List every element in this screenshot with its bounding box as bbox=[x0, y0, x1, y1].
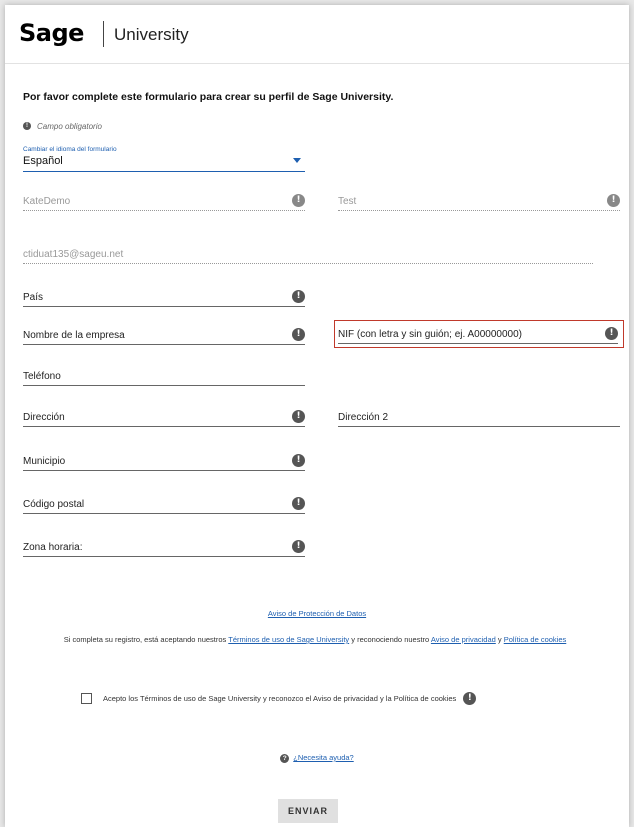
terms-link[interactable]: Términos de uso de Sage University bbox=[228, 635, 350, 644]
product-name: University bbox=[114, 25, 189, 44]
timezone-field[interactable] bbox=[23, 538, 305, 557]
country-field[interactable] bbox=[23, 288, 305, 307]
data-protection-link[interactable]: Aviso de Protección de Datos bbox=[267, 609, 367, 618]
terms-text bbox=[25, 633, 605, 646]
sage-logo: Sage bbox=[19, 19, 84, 47]
city-field[interactable] bbox=[23, 452, 305, 471]
language-value: Español bbox=[23, 155, 63, 167]
chevron-down-icon bbox=[293, 158, 301, 163]
phone-label: Teléfono bbox=[23, 371, 61, 382]
first-name-value: KateDemo bbox=[23, 196, 71, 207]
exclamation-icon: ! bbox=[292, 290, 305, 303]
exclamation-icon: ! bbox=[23, 122, 31, 130]
terms-pre: Si completa su registro, está aceptando nuestros bbox=[63, 635, 229, 644]
country-label: País bbox=[23, 292, 44, 303]
help-row bbox=[5, 753, 629, 763]
registration-card bbox=[5, 5, 629, 827]
privacy-notice bbox=[5, 609, 629, 618]
privacy-notice-link[interactable]: Aviso de privacidad bbox=[430, 635, 496, 644]
exclamation-icon: ! bbox=[292, 454, 305, 467]
nif-field[interactable] bbox=[338, 325, 618, 344]
terms-mid: y reconociendo nuestro bbox=[349, 635, 431, 644]
first-name-field[interactable] bbox=[23, 192, 305, 211]
exclamation-icon: ! bbox=[605, 327, 618, 340]
city-label: Municipio bbox=[23, 456, 66, 467]
header bbox=[5, 5, 629, 64]
postal-label: Código postal bbox=[23, 499, 85, 510]
terms-consent-row bbox=[81, 692, 476, 705]
exclamation-icon: ! bbox=[292, 540, 305, 553]
required-note: Campo obligatorio bbox=[37, 122, 102, 131]
company-field[interactable] bbox=[23, 326, 305, 345]
terms-checkbox-label: Acepto los Términos de uso de Sage University y reconozco el Aviso de privacidad y la Política de cookies bbox=[103, 694, 457, 703]
last-name-field[interactable] bbox=[338, 192, 620, 211]
address2-field[interactable] bbox=[338, 408, 620, 427]
timezone-label: Zona horaria: bbox=[23, 542, 83, 553]
terms-checkbox[interactable] bbox=[81, 693, 92, 704]
language-select[interactable] bbox=[23, 155, 305, 172]
exclamation-icon: ! bbox=[292, 497, 305, 510]
phone-field[interactable] bbox=[23, 367, 305, 386]
exclamation-icon: ! bbox=[292, 410, 305, 423]
logo-divider bbox=[103, 21, 104, 47]
help-icon: ? bbox=[280, 754, 289, 763]
form-intro: Por favor complete este formulario para crear su perfil de Sage University. bbox=[23, 91, 394, 103]
exclamation-icon: ! bbox=[292, 194, 305, 207]
language-label: Cambiar el idioma del formulario bbox=[23, 146, 117, 153]
submit-button[interactable]: ENVIAR bbox=[278, 799, 338, 823]
address-field[interactable] bbox=[23, 408, 305, 427]
address-label: Dirección bbox=[23, 412, 65, 423]
help-link[interactable]: ¿Necesita ayuda? bbox=[293, 753, 354, 762]
email-value: ctiduat135@sageu.net bbox=[23, 249, 124, 260]
last-name-value: Test bbox=[338, 196, 357, 207]
nif-label: NIF (con letra y sin guión; ej. A00000000) bbox=[338, 329, 522, 340]
terms-and: y bbox=[495, 635, 504, 644]
exclamation-icon: ! bbox=[292, 328, 305, 341]
email-field[interactable] bbox=[23, 245, 593, 264]
postal-field[interactable] bbox=[23, 495, 305, 514]
cookies-link[interactable]: Política de cookies bbox=[503, 635, 567, 644]
company-label: Nombre de la empresa bbox=[23, 330, 125, 341]
exclamation-icon: ! bbox=[607, 194, 620, 207]
address2-label: Dirección 2 bbox=[338, 412, 389, 423]
exclamation-icon: ! bbox=[463, 692, 476, 705]
